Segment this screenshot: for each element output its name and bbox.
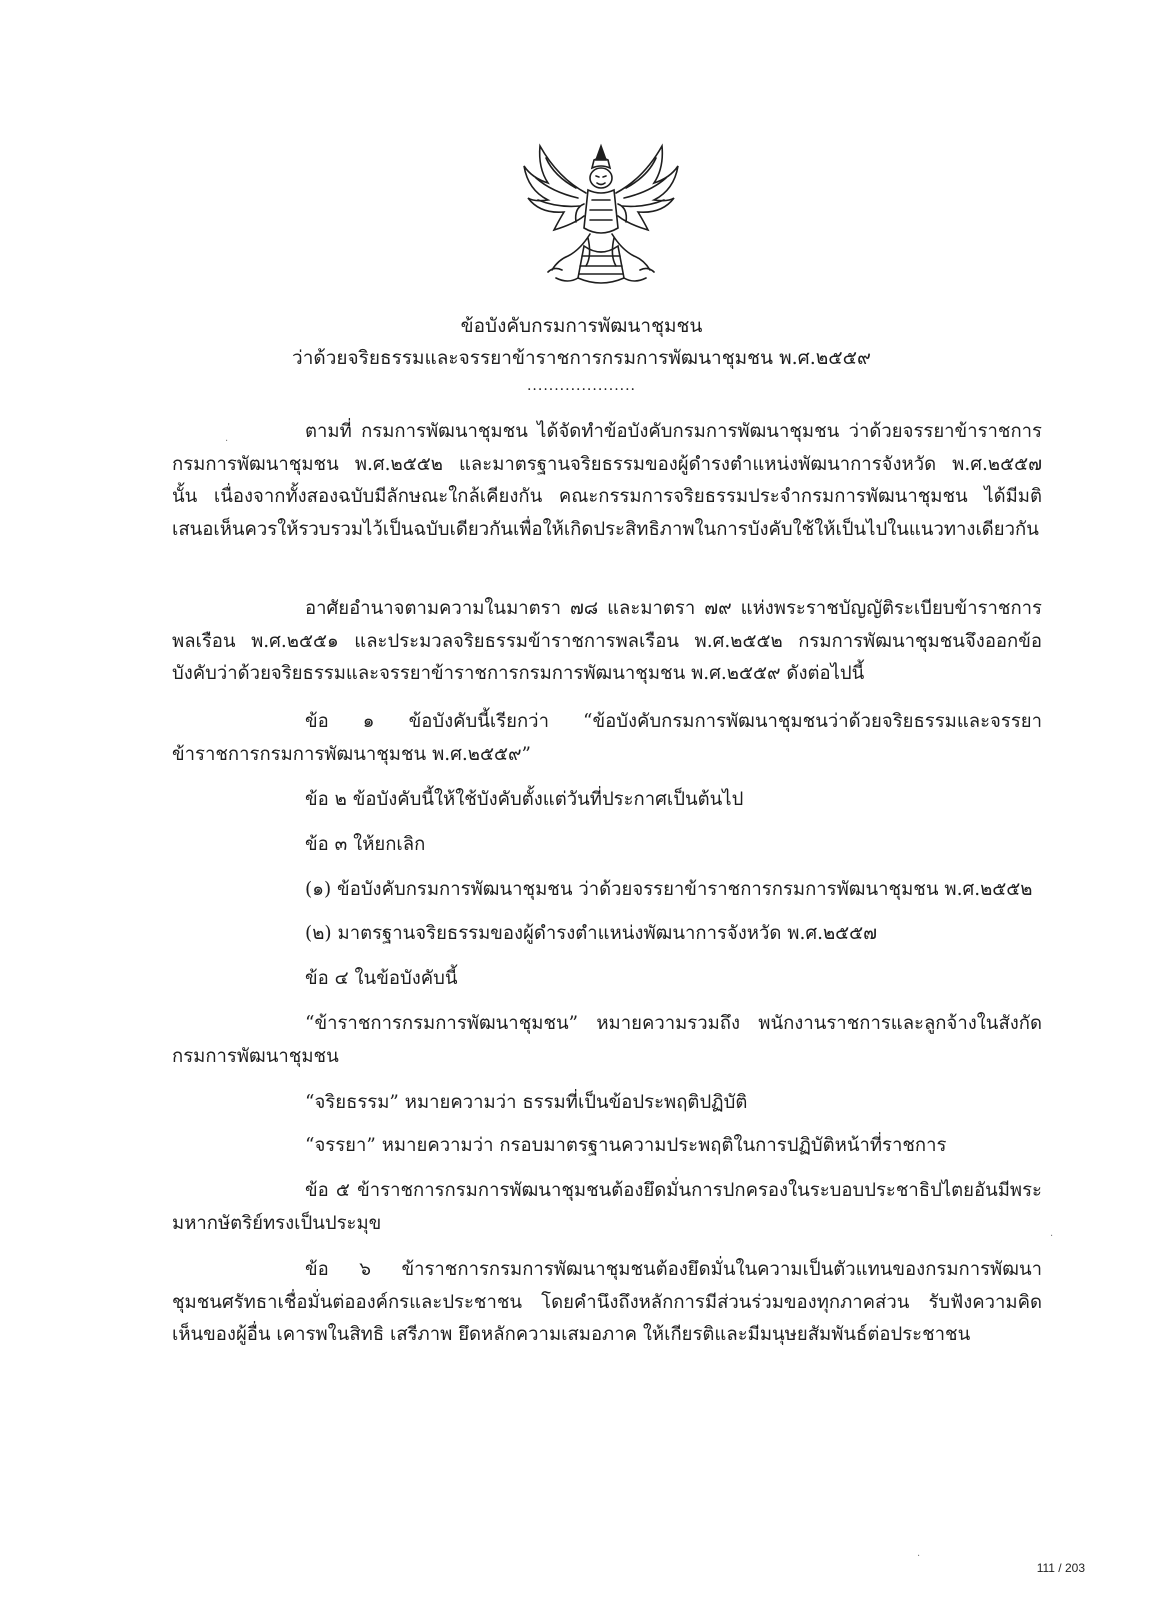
definition-officer-text: “ข้าราชการกรมการพัฒนาชุมชน” หมายความรวมถึง พนักงานราชการและลูกจ้างในสังกัดกรมการพัฒนาชุมชน (172, 1013, 1042, 1067)
clause-2 (172, 784, 1042, 817)
document-subtitle: ว่าด้วยจริยธรรมและจรรยาข้าราชการกรมการพัฒนาชุมชน พ.ศ.๒๕๕๙ (292, 347, 871, 369)
clause-6-text: ข้อ ๖ ข้าราชการกรมการพัฒนาชุมชนต้องยึดมั่นในความเป็นตัวแทนของกรมการพัฒนาชุมชนศรัทธาเชื่อมั่นต่อองค์กรและประชาชน โดยคำนึงถึงหลักการมีส่วนร่วมของทุกภาคส่วน รับฟังความคิดเห็นของผู้อื่น เคารพในสิทธิ เสรีภาพ ยึดหลักความเสมอภาค ให้เกียรติและมีมนุษยสัมพันธ์ต่อประชาชน (172, 1259, 1042, 1345)
clause-1-text: ข้อ ๑ ข้อบังคับนี้เรียกว่า “ข้อบังคับกรมการพัฒนาชุมชนว่าด้วยจริยธรรมและจรรยาข้าราชการกรมการพัฒนาชุมชน พ.ศ.๒๕๕๙” (172, 711, 1042, 765)
clause-3-item-2-text: (๒) มาตรฐานจริยธรรมของผู้ดำรงตำแหน่งพัฒนาการจังหวัด พ.ศ.๒๕๕๗ (305, 923, 878, 944)
clause-3-item-1-text: (๑) ข้อบังคับกรมการพัฒนาชุมชน ว่าด้วยจรรยาข้าราชการกรมการพัฒนาชุมชน พ.ศ.๒๕๕๒ (305, 879, 1033, 900)
clause-6 (172, 1254, 1042, 1352)
clause-4 (172, 963, 1042, 996)
clause-3-text: ข้อ ๓ ให้ยกเลิก (305, 834, 426, 855)
definition-ethics-text: “จริยธรรม” หมายความว่า ธรรมที่เป็นข้อประพฤติปฏิบัติ (305, 1092, 748, 1113)
definition-conduct (172, 1130, 1042, 1163)
paragraph-authority (172, 593, 1042, 691)
clause-3-item-2 (172, 918, 1042, 951)
scan-speck: . (1050, 1228, 1054, 1239)
definition-ethics (172, 1087, 1042, 1120)
clause-3-item-1 (172, 874, 1042, 907)
authority-text: อาศัยอำนาจตามความในมาตรา ๗๘ และมาตรา ๗๙ แห่งพระราชบัญญัติระเบียบข้าราชการพลเรือน พ.ศ.๒๕๕๑ และประมวลจริยธรรมข้าราชการพลเรือน พ.ศ.๒๕๕๒ กรมการพัฒนาชุมชนจึงออกข้อบังคับว่าด้วยจริยธรรมและจรรยาข้าราชการกรมการพัฒนาชุมชน พ.ศ.๒๕๕๙ ดังต่อไปนี้ (172, 598, 1042, 684)
document-title: ข้อบังคับกรมการพัฒนาชุมชน (460, 315, 703, 337)
definition-conduct-text: “จรรยา” หมายความว่า กรอบมาตรฐานความประพฤติในการปฏิบัติหน้าที่ราชการ (305, 1135, 947, 1156)
clause-5 (172, 1175, 1042, 1240)
paragraph-preamble (172, 416, 1042, 546)
scan-speck: . (225, 433, 229, 444)
clause-1 (172, 706, 1042, 771)
clause-4-text: ข้อ ๔ ในข้อบังคับนี้ (305, 968, 458, 989)
page-number: 111 / 203 (1036, 1561, 1085, 1575)
clause-5-text: ข้อ ๕ ข้าราชการกรมการพัฒนาชุมชนต้องยึดมั่นการปกครองในระบอบประชาธิปไตยอันมีพระมหากษัตริย์ทรงเป็นประมุข (172, 1180, 1042, 1234)
preamble-text: ตามที่ กรมการพัฒนาชุมชน ได้จัดทำข้อบังคับกรมการพัฒนาชุมชน ว่าด้วยจรรยาข้าราชการกรมการพัฒนาชุมชน พ.ศ.๒๕๕๒ และมาตรฐานจริยธรรมของผู้ดำรงตำแหน่งพัฒนาการจังหวัด พ.ศ.๒๕๕๗ นั้น เนื่องจากทั้งสองฉบับมีลักษณะใกล้เคียงกัน คณะกรรมการจริยธรรมประจำกรมการพัฒนาชุมชน ได้มีมติเสนอเห็นควรให้รวบรวมไว้เป็นฉบับเดียวกันเพื่อให้เกิดประสิทธิภาพในการบังคับใช้ให้เป็นไปในแนวทางเดียวกัน (172, 421, 1042, 540)
scan-speck: . (917, 1548, 921, 1559)
clause-3 (172, 829, 1042, 862)
clause-2-text: ข้อ ๒ ข้อบังคับนี้ให้ใช้บังคับตั้งแต่วันที่ประกาศเป็นต้นไป (305, 789, 744, 810)
title-separator: .................... (526, 378, 636, 394)
garuda-emblem (518, 138, 684, 290)
definition-officer (172, 1008, 1042, 1073)
